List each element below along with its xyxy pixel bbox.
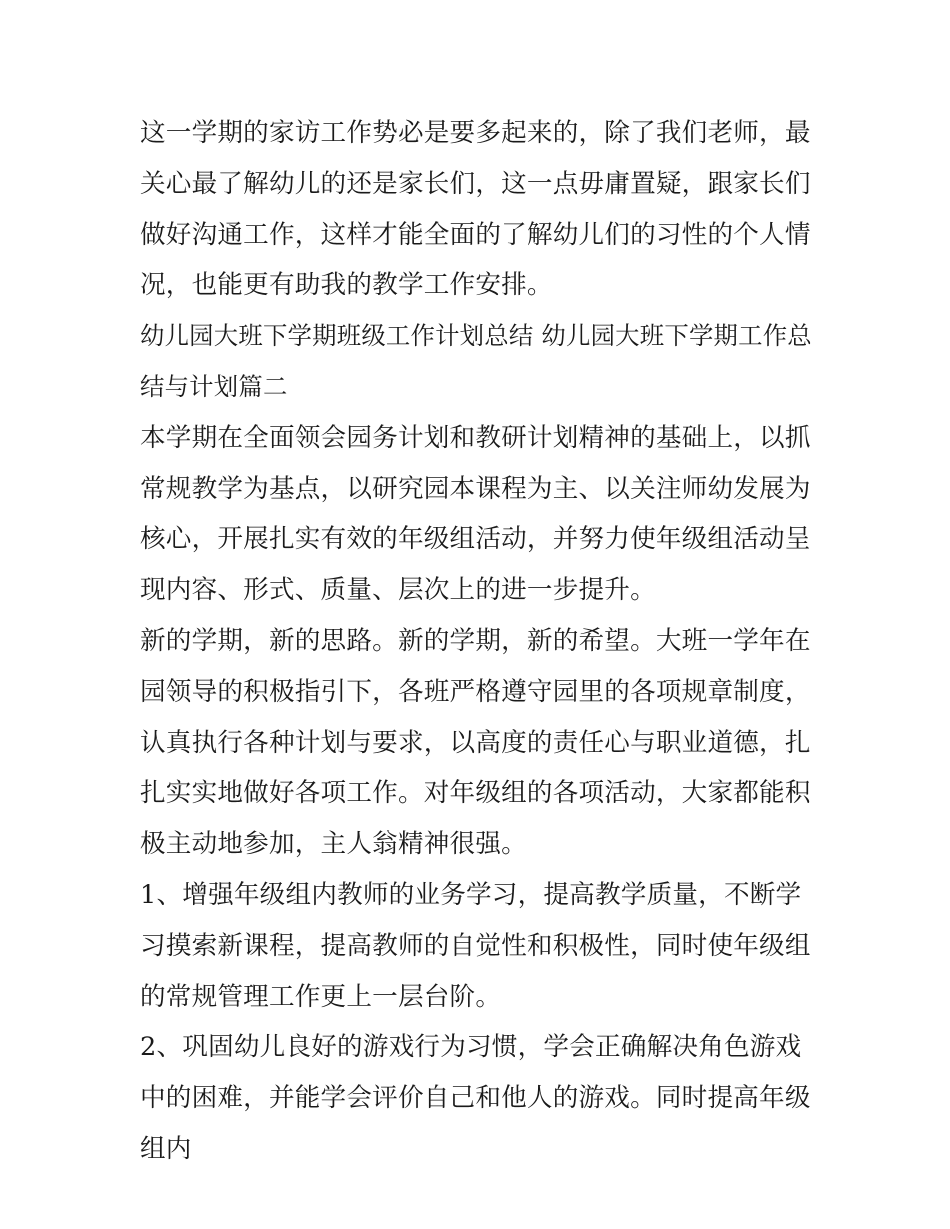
paragraph-home-visits: 这一学期的家访工作势必是要多起来的，除了我们老师，最关心最了解幼儿的还是家长们，这一点毋庸置疑，跟家长们做好沟通工作，这样才能全面的了解幼儿们的习性的个人情况，也能更有助我的教学工作安排。 — [140, 118, 811, 301]
section-title: 幼儿园大班下学期班级工作计划总结 幼儿园大班下学期工作总结与计划篇二 — [140, 321, 812, 401]
paragraph-new-semester: 新的学期，新的思路。新的学期，新的希望。大班一学年在园领导的积极指引下，各班严格遵守园里的各项规章制度，认真执行各种计划与要求，以高度的责任心与职业道德，扎扎实实地做好各项工作。对年级组的各项活动，大家都能积极主动地参加，主人翁精神很强。 — [140, 625, 811, 860]
list-item-2: 2、巩固幼儿良好的游戏行为习惯，学会正确解决角色游戏中的困难，并能学会评价自己和他人的游戏。同时提高年级组内 — [140, 1032, 811, 1164]
document-body — [140, 108, 812, 1175]
paragraph-semester-overview: 本学期在全面领会园务计划和教研计划精神的基础上，以抓常规教学为基点，以研究园本课程为主、以关注师幼发展为核心，开展扎实有效的年级组活动，并努力使年级组活动呈现内容、形式、质量、层次上的进一步提升。 — [140, 422, 811, 606]
list-item-1: 1、增强年级组内教师的业务学习，提高教学质量，不断学习摸索新课程，提高教师的自觉性和积极性，同时使年级组的常规管理工作更上一层台阶。 — [140, 879, 811, 1012]
